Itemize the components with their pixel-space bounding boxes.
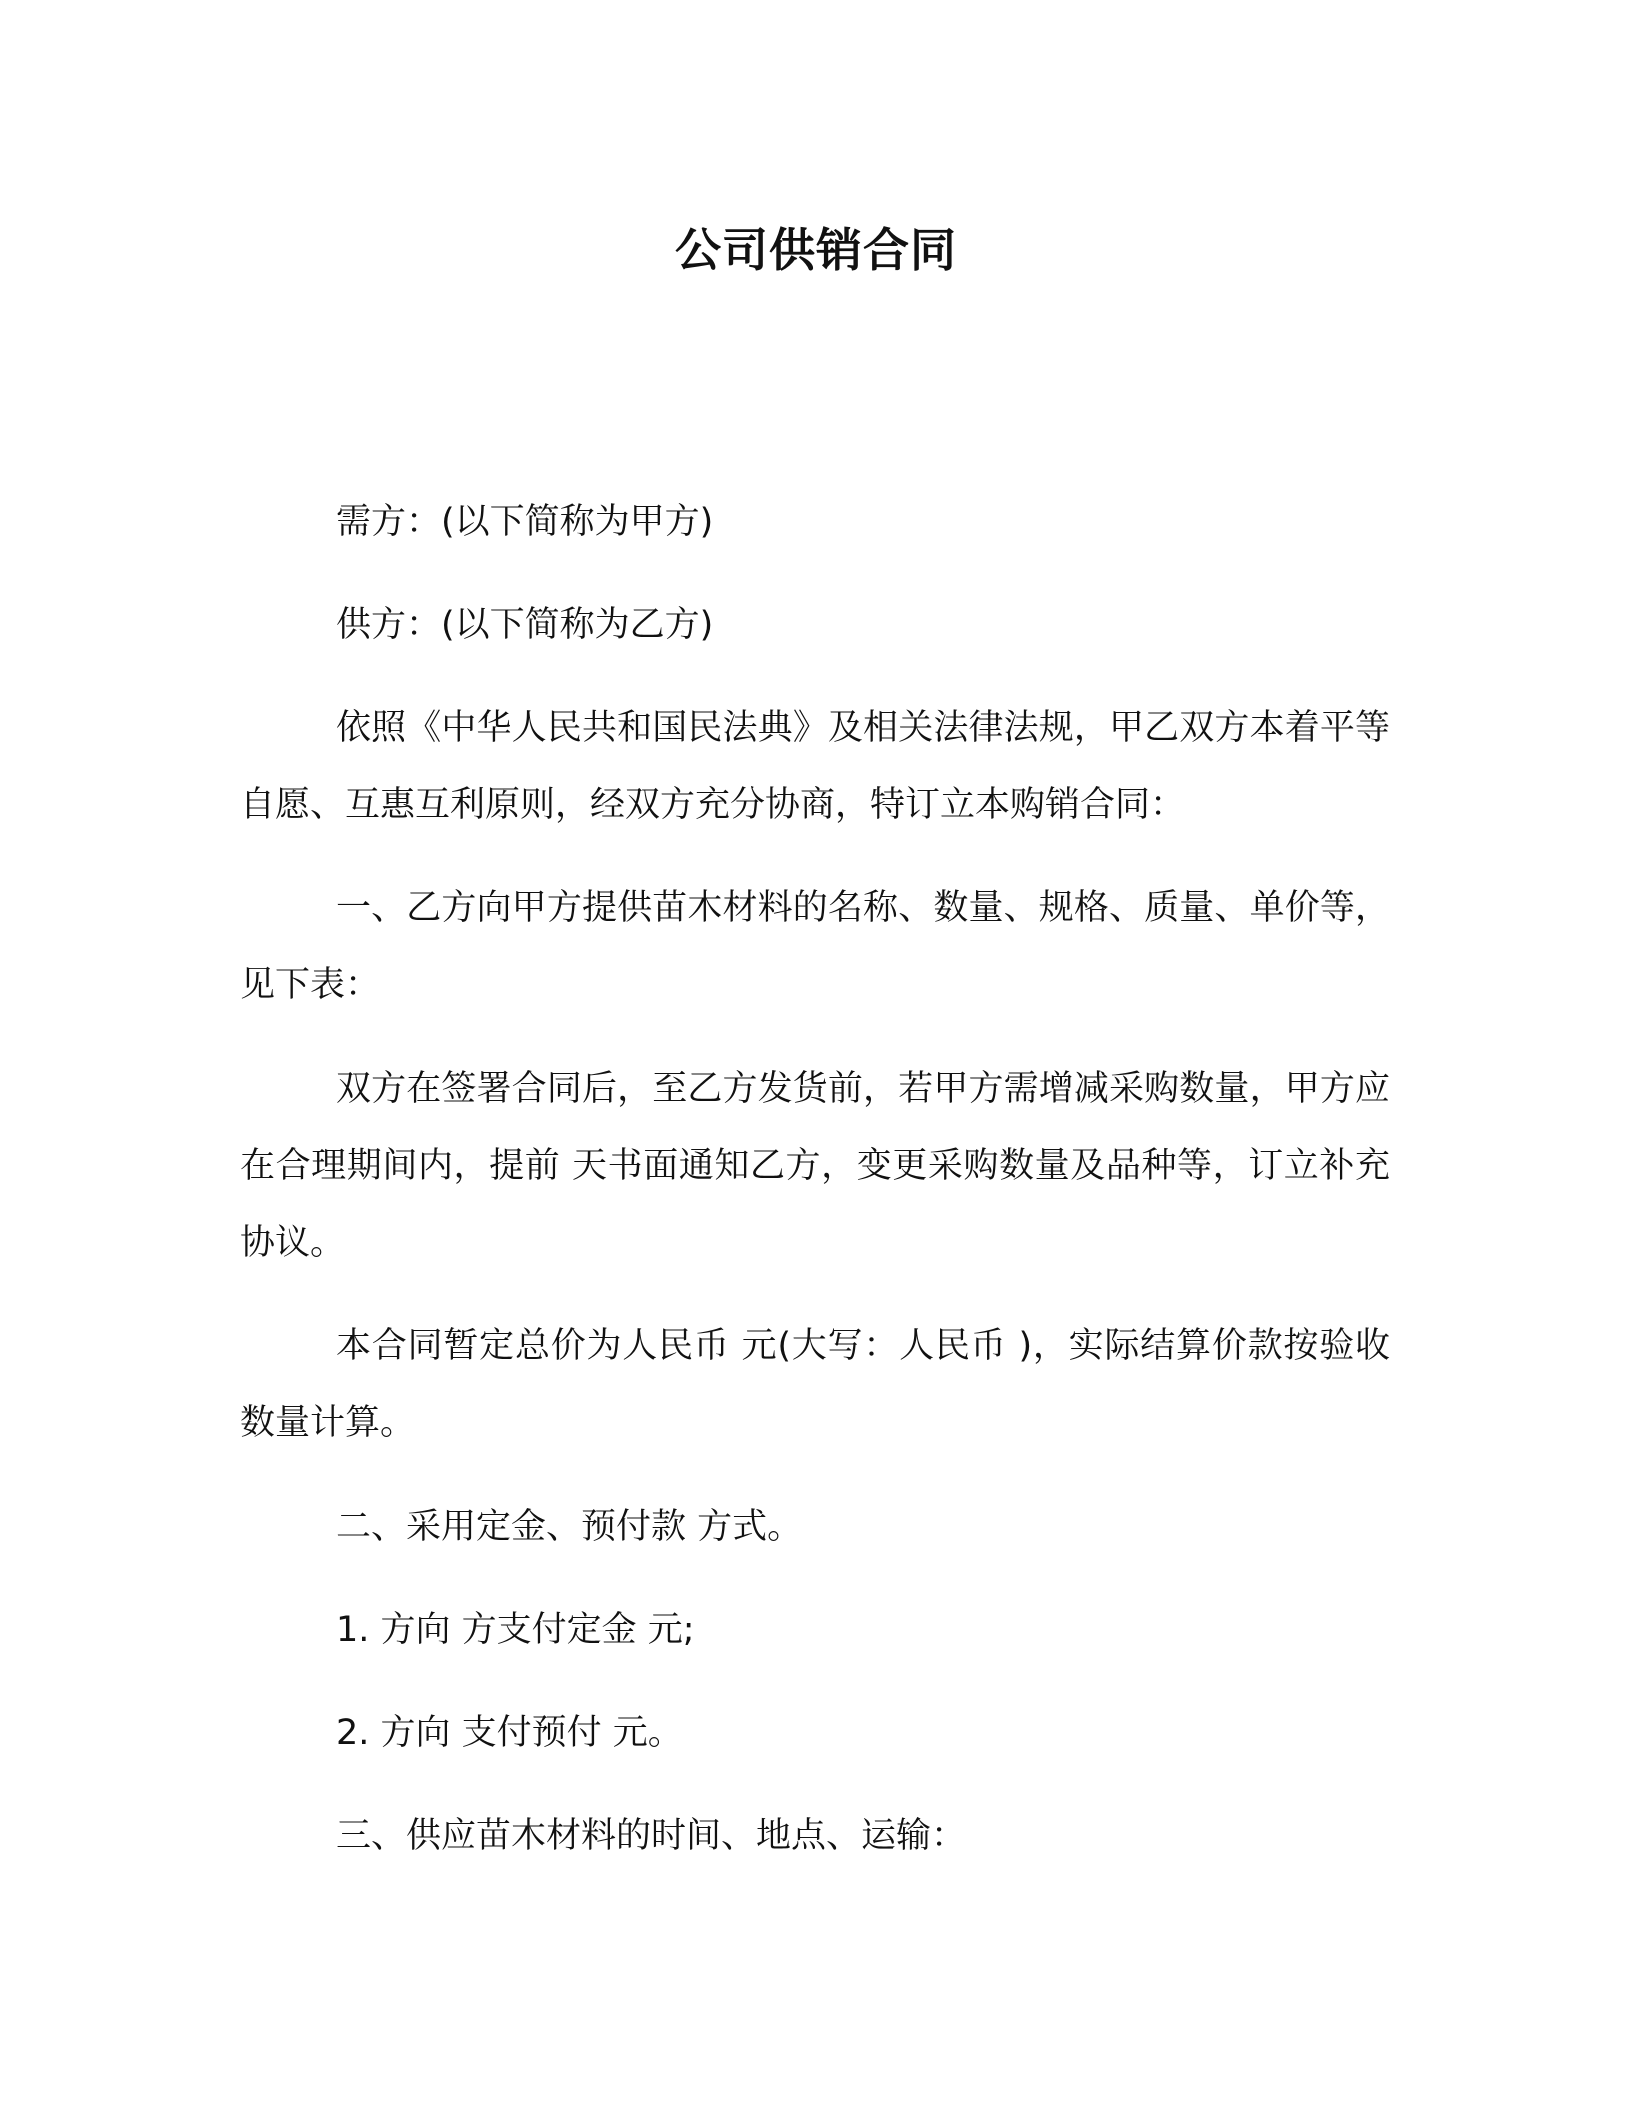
paragraph-supply-party: 供方：(以下简称为乙方) [336, 605, 714, 645]
paragraph-prepayment: 2. 方向 支付预付 元。 [336, 1713, 683, 1753]
paragraph-preamble: 依照《中华人民共和国民法典》及相关法律法规，甲乙双方本着平等自愿、互惠互利原则，经双方充分协商，特订立本购销合同： [240, 708, 1390, 825]
paragraph-demand-party: 需方：(以下简称为甲方) [336, 502, 714, 542]
paragraph-total-price: 本合同暂定总价为人民币 元(大写：人民币 )，实际结算价款按验收数量计算。 [240, 1326, 1390, 1443]
paragraph-section-3: 三、供应苗木材料的时间、地点、运输： [336, 1816, 967, 1856]
paragraph-section-2: 二、采用定金、预付款 方式。 [336, 1507, 803, 1547]
paragraph-deposit: 1. 方向 方支付定金 元; [336, 1610, 695, 1650]
document-title: 公司供销合同 [675, 223, 957, 277]
paragraph-section-1: 一、乙方向甲方提供苗木材料的名称、数量、规格、质量、单价等，见下表： [240, 888, 1390, 1005]
paragraph-quantity-change: 双方在签署合同后，至乙方发货前，若甲方需增减采购数量，甲方应在合理期间内，提前 天书面通知乙方，变更采购数量及品种等，订立补充协议。 [240, 1069, 1390, 1263]
